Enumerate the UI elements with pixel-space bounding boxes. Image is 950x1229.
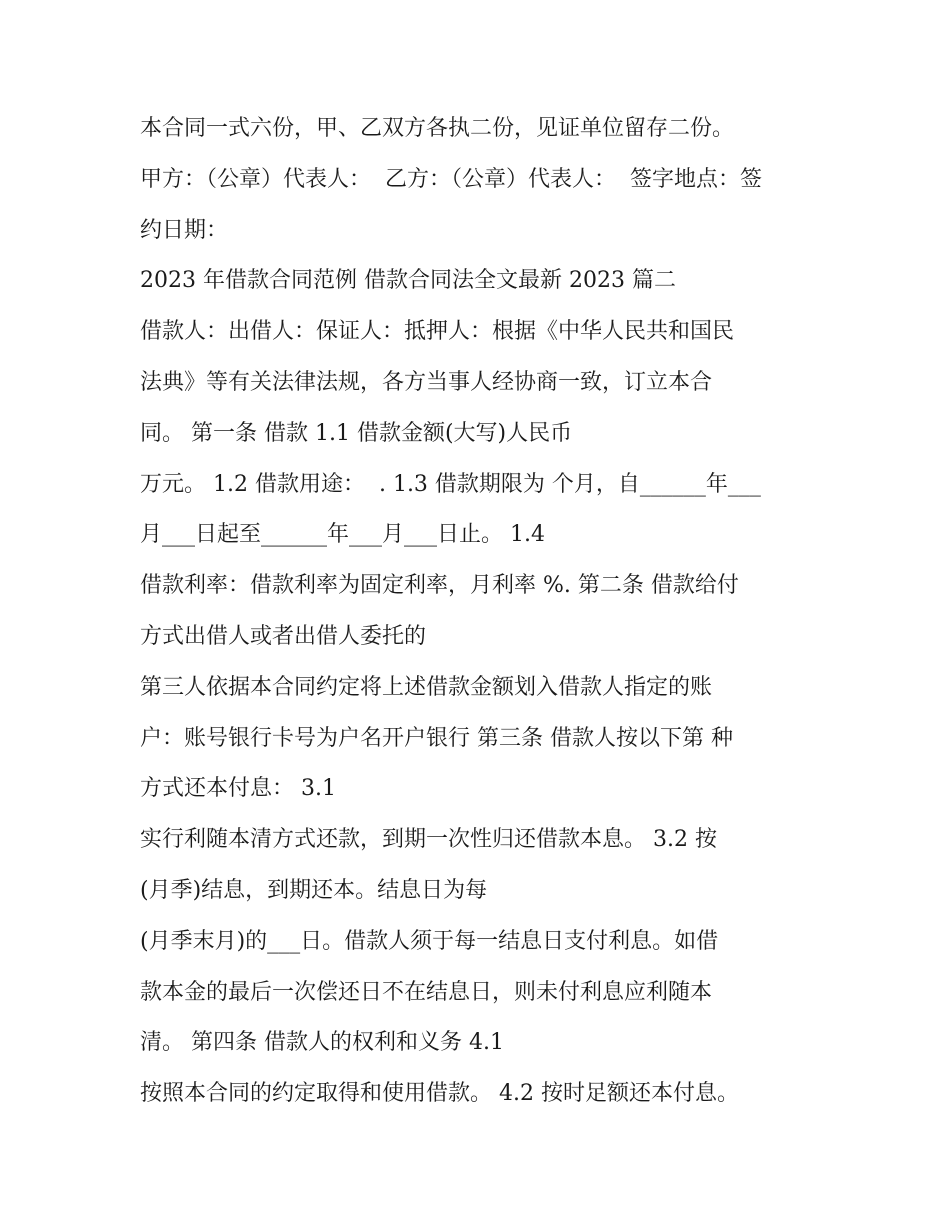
text-line: 实行利随本清方式还款，到期一次性归还借款本息。 3.2 按 bbox=[140, 827, 717, 853]
text-line: 法典》等有关法律法规，各方当事人经协商一致，订立本合 bbox=[140, 369, 713, 395]
text-line: 方式还本付息： 3.1 bbox=[140, 776, 336, 802]
text-line: 同。 第一条 借款 1.1 借款金额(大写)人民币 bbox=[140, 420, 573, 446]
text-line: 户：账号银行卡号为户名开户银行 第三条 借款人按以下第 种 bbox=[140, 725, 733, 751]
text-line: 清。 第四条 借款人的权利和义务 4.1 bbox=[140, 1030, 504, 1056]
text-line: 按照本合同的约定取得和使用借款。 4.2 按时足额还本付息。 bbox=[140, 1081, 739, 1107]
text-line: 本合同一式六份，甲、乙双方各执二份，见证单位留存二份。 bbox=[140, 116, 735, 141]
text-line: 借款人：出借人：保证人：抵押人：根据《中华人民共和国民 bbox=[140, 319, 735, 345]
text-line: 方式出借人或者出借人委托的 bbox=[140, 623, 427, 649]
contract-text bbox=[140, 104, 830, 1120]
text-line: (月季)结息，到期还本。结息日为每 bbox=[140, 877, 488, 903]
text-line: 甲方：（公章）代表人： 乙方：（公章）代表人： 签字地点：签 bbox=[140, 166, 762, 192]
text-line: 款本金的最后一次偿还日不在结息日，则未付利息应利随本 bbox=[140, 979, 713, 1005]
text-line: 借款利率：借款利率为固定利率，月利率 %. 第二条 借款给付 bbox=[140, 573, 739, 599]
text-line: 万元。 1.2 借款用途： . 1.3 借款期限为 个月，自______年___ bbox=[140, 471, 761, 497]
text-line: 月___日起至______年___月___日止。 1.4 bbox=[140, 522, 545, 548]
text-line: 第三人依据本合同约定将上述借款金额划入借款人指定的账 bbox=[140, 674, 713, 700]
section-heading: 2023 年借款合同范例 借款合同法全文最新 2023 篇二 bbox=[140, 268, 676, 294]
text-line: 约日期： bbox=[140, 217, 229, 243]
text-line: (月季末月)的___日。借款人须于每一结息日支付利息。如借 bbox=[140, 928, 719, 954]
